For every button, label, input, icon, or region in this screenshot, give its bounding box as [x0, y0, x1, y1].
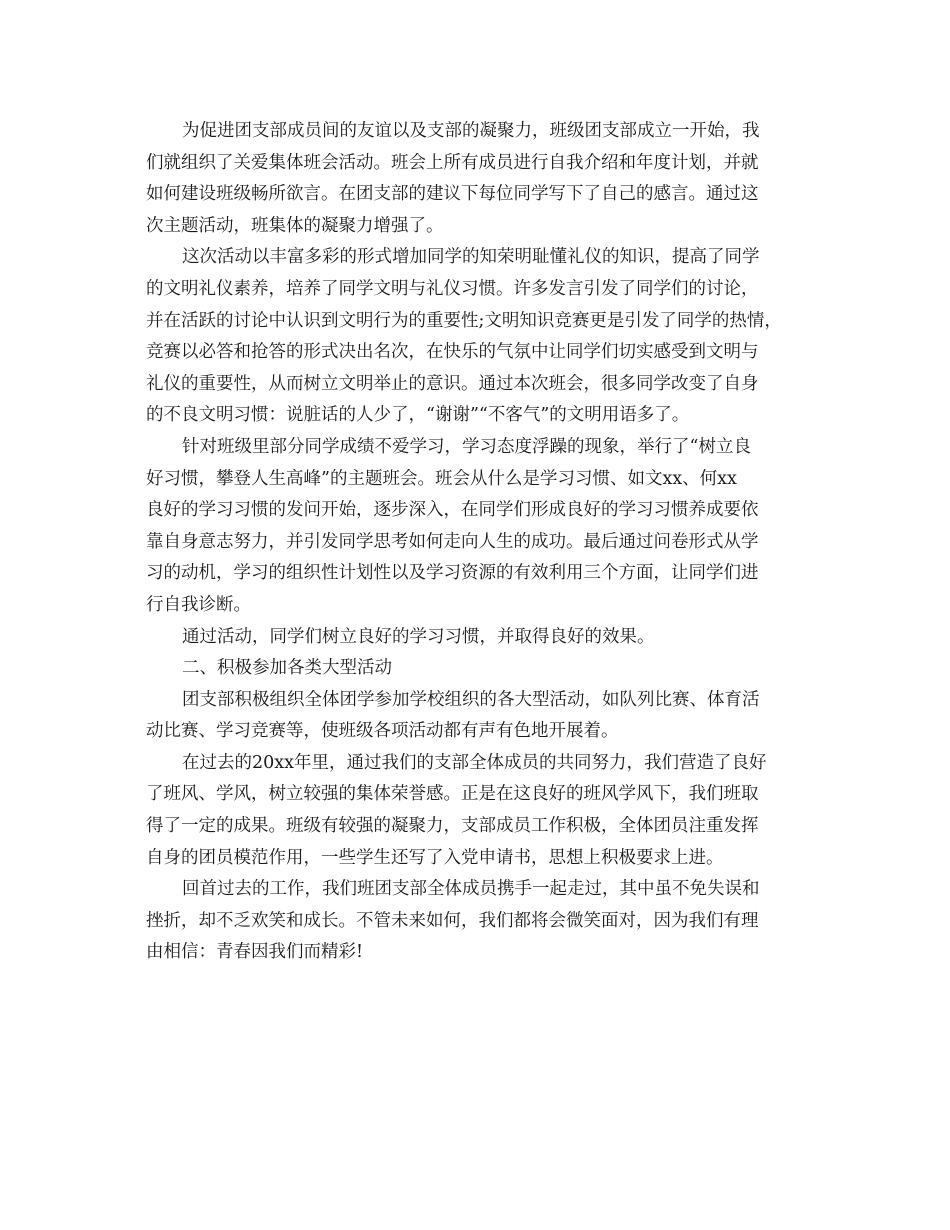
text-line: 靠自身意志努力，并引发同学思考如何走向人生的成功。最后通过问卷形式从学 [146, 531, 759, 552]
section-heading [146, 653, 822, 685]
heading-text: 二、积极参加各类大型活动 [182, 658, 392, 679]
text-line: 好习惯，攀登人生高峰”的主题班会。班会从什么是学习习惯、如文xx、何xx [146, 468, 737, 489]
paragraph-6 [146, 748, 822, 874]
text-line: 团支部积极组织全体团学参加学校组织的各大型活动，如队列比赛、体育活 [182, 689, 760, 710]
text-line: 了班风、学风，树立较强的集体荣誉感。正是在这良好的班风学风下，我们班取 [146, 784, 759, 805]
text-line: 并在活跃的讨论中认识到文明行为的重要性;文明知识竞赛更是引发了同学的热情， [146, 310, 782, 331]
text-line: 针对班级里部分同学成绩不爱学习，学习态度浮躁的现象，举行了“树立良 [182, 436, 751, 457]
document-body [146, 116, 822, 969]
text-line: 由相信：青春因我们而精彩! [146, 942, 364, 963]
text-line: 良好的学习习惯的发问开始，逐步深入，在同学们形成良好的学习习惯养成要依 [146, 500, 759, 521]
text-line: 自身的团员模范作用，一些学生还写了入党申请书，思想上积极要求上进。 [146, 847, 724, 868]
text-line: 礼仪的重要性，从而树立文明举止的意识。通过本次班会，很多同学改变了自身 [146, 373, 759, 394]
paragraph-4 [146, 622, 822, 654]
text-line: 动比赛、学习竞赛等，使班级各项活动都有声有色地开展着。 [146, 721, 619, 742]
text-line: 回首过去的工作，我们班团支部全体成员携手一起走过，其中虽不免失误和 [182, 879, 760, 900]
paragraph-3 [146, 432, 822, 622]
text-line: 的不良文明习惯：说脏话的人少了，“谢谢”“不客气”的文明用语多了。 [146, 405, 690, 426]
paragraph-5 [146, 685, 822, 748]
text-line: 的文明礼仪素养，培养了同学文明与礼仪习惯。许多发言引发了同学们的讨论， [146, 278, 759, 299]
text-line: 在过去的20xx年里，通过我们的支部全体成员的共同努力，我们营造了良好 [182, 752, 767, 773]
text-line: 通过活动，同学们树立良好的学习习惯，并取得良好的效果。 [182, 626, 655, 647]
paragraph-1 [146, 116, 822, 242]
text-line: 这次活动以丰富多彩的形式增加同学的知荣明耻懂礼仪的知识，提高了同学 [182, 247, 760, 268]
paragraph-2 [146, 242, 822, 432]
text-line: 得了一定的成果。班级有较强的凝聚力，支部成员工作积极，全体团员注重发挥 [146, 816, 759, 837]
text-line: 习的动机，学习的组织性计划性以及学习资源的有效利用三个方面，让同学们进 [146, 563, 759, 584]
text-line: 挫折，却不乏欢笑和成长。不管未来如何，我们都将会微笑面对，因为我们有理 [146, 910, 759, 931]
text-line: 次主题活动，班集体的凝聚力增强了。 [146, 215, 444, 236]
text-line: 为促进团支部成员间的友谊以及支部的凝聚力，班级团支部成立一开始，我 [182, 121, 760, 141]
text-line: 们就组织了关爱集体班会活动。班会上所有成员进行自我介绍和年度计划，并就 [146, 152, 759, 173]
text-line: 竞赛以必答和抢答的形式决出名次，在快乐的气氛中让同学们切实感受到文明与 [146, 342, 759, 363]
paragraph-7 [146, 874, 822, 969]
text-line: 如何建设班级畅所欲言。在团支部的建议下每位同学写下了自己的感言。通过这 [146, 184, 759, 205]
text-line: 行自我诊断。 [146, 594, 251, 615]
